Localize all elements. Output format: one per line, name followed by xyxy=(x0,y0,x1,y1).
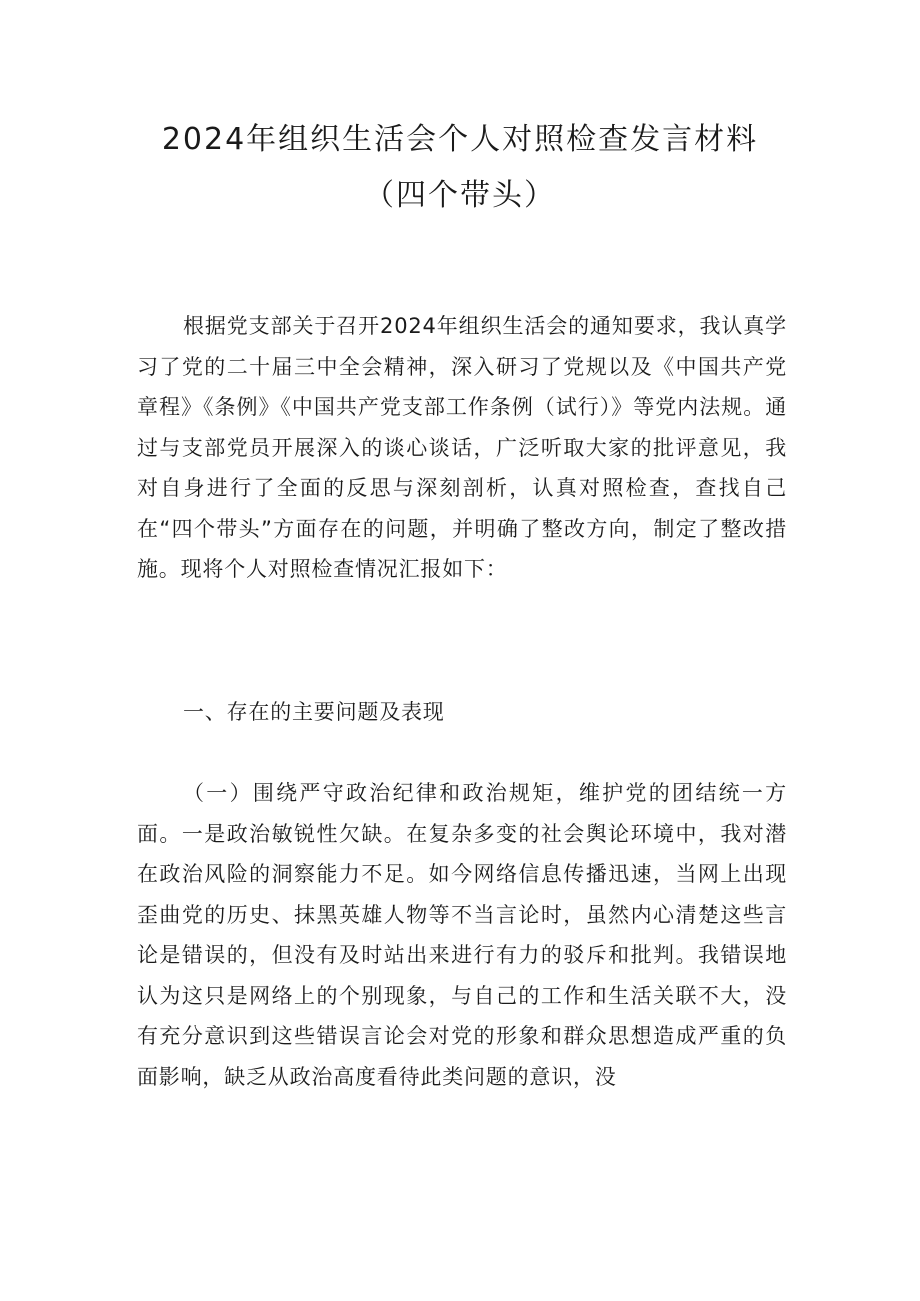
document-title xyxy=(0,112,920,224)
title-line-subtitle: （四个带头） xyxy=(364,178,556,213)
title-line-main: 2024年组织生活会个人对照检查发言材料 xyxy=(161,122,759,157)
section-paragraph: （一）围绕严守政治纪律和政治规矩，维护党的团结统一方面。一是政治敏锐性欠缺。在复杂多变的社会舆论环境中，我对潜在政治风险的洞察能力不足。如今网络信息传播迅速，当网上出现歪曲党的历史、抹黑英雄人物等不当言论时，虽然内心清楚这些言论是错误的，但没有及时站出来进行有力的驳斥和批判。我错误地认为这只是网络上的个别现象，与自己的工作和生活关联不大，没有充分意识到这些错误言论会对党的形象和群众思想造成严重的负面影响，缺乏从政治高度看待此类问题的意识，没 xyxy=(137,781,787,1089)
intro-paragraph: 根据党支部关于召开2024年组织生活会的通知要求，我认真学习了党的二十届三中全会精神，深入研习了党规以及《中国共产党章程》《条例》《中国共产党支部工作条例（试行）》等党内法规。通过与支部党员开展深入的谈心谈话，广泛听取大家的批评意见，我对自身进行了全面的反思与深刻剖析，认真对照检查，查找自己在“四个带头”方面存在的问题，并明确了整改方向，制定了整改措施。现将个人对照检查情况汇报如下： xyxy=(137,314,787,581)
section-heading: 一、存在的主要问题及表现 xyxy=(183,700,445,724)
